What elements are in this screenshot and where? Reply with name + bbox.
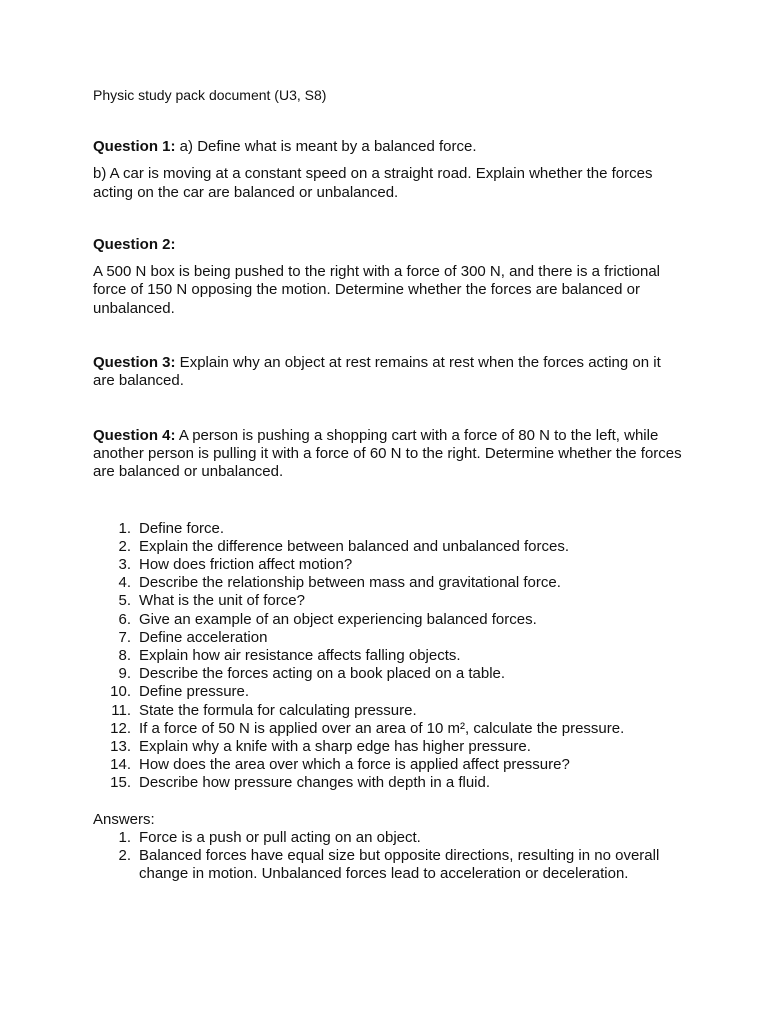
document-title: Physic study pack document (U3, S8) <box>93 87 327 103</box>
answers-list <box>93 829 683 884</box>
list-item <box>93 683 683 701</box>
list-item <box>93 647 683 665</box>
question-1-part-a <box>93 138 683 156</box>
list-item <box>93 520 683 538</box>
list-item-number: 4. <box>118 574 131 592</box>
list-item <box>93 538 683 556</box>
list-item-number: 12. <box>110 719 131 737</box>
question-4-body: A person is pushing a shopping cart with a force of 80 N to the left, while another person is pulling it with a force of 60 N to the right. Determine whether the forces are balanced or unbalanced. <box>93 426 682 481</box>
list-item <box>93 774 683 792</box>
list-item-number: 8. <box>118 646 131 664</box>
list-item <box>93 629 683 647</box>
list-item-number: 5. <box>118 592 131 610</box>
question-1-part-b: b) A car is moving at a constant speed on a straight road. Explain whether the forces acting on the car are balanced or unbalanced. <box>93 165 653 201</box>
list-item <box>93 574 683 592</box>
list-item-number: 6. <box>118 610 131 628</box>
list-item-text: Define pressure. <box>139 683 250 701</box>
question-1-part-a-text: a) Define what is meant by a balanced force. <box>175 138 477 155</box>
list-item <box>93 592 683 610</box>
list-item-number: 11. <box>111 701 131 719</box>
list-item-text: If a force of 50 N is applied over an area of 10 m², calculate the pressure. <box>139 719 625 737</box>
list-item-text: Define acceleration <box>139 628 268 646</box>
list-item <box>93 611 683 629</box>
list-item-number: 3. <box>118 555 131 573</box>
question-2-label: Question 2: <box>93 235 176 253</box>
question-4-label: Question 4: <box>93 426 176 444</box>
answer-item-number: 2. <box>118 847 131 865</box>
answer-item-number: 1. <box>118 828 131 846</box>
short-questions-list <box>93 520 683 793</box>
answer-item <box>93 829 683 847</box>
list-item-text: Describe the forces acting on a book placed on a table. <box>139 665 506 683</box>
list-item-text: Explain how air resistance affects falling objects. <box>139 646 461 664</box>
answer-item <box>93 847 683 883</box>
question-3-body: Explain why an object at rest remains at rest when the forces acting on it are balanced. <box>93 354 661 390</box>
answer-item-text: Force is a push or pull acting on an object. <box>139 828 421 846</box>
list-item-number: 14. <box>110 756 131 774</box>
answers-heading: Answers: <box>93 810 155 828</box>
list-item <box>93 556 683 574</box>
list-item <box>93 738 683 756</box>
list-item-text: How does the area over which a force is applied affect pressure? <box>139 756 570 774</box>
list-item <box>93 702 683 720</box>
list-item-text: State the formula for calculating pressure. <box>139 701 417 719</box>
answer-item-text: Balanced forces have equal size but opposite directions, resulting in no overall change in motion. Unbalanced forces lead to acceleration or deceleration. <box>139 847 660 883</box>
question-1-label: Question 1: <box>93 138 176 155</box>
list-item-number: 9. <box>118 665 131 683</box>
list-item-number: 1. <box>118 519 131 537</box>
list-item-number: 15. <box>110 774 131 792</box>
question-4 <box>93 427 683 482</box>
list-item-text: Describe how pressure changes with depth in a fluid. <box>139 774 491 792</box>
list-item-text: Describe the relationship between mass and gravitational force. <box>139 574 561 592</box>
list-item-text: Define force. <box>139 519 225 537</box>
list-item-text: Explain the difference between balanced and unbalanced forces. <box>139 537 570 555</box>
document-page <box>93 86 683 883</box>
question-3 <box>93 354 683 391</box>
question-2-heading <box>93 236 683 254</box>
list-item-text: Explain why a knife with a sharp edge has higher pressure. <box>139 738 531 755</box>
question-3-label: Question 3: <box>93 354 176 372</box>
list-item <box>93 756 683 774</box>
question-2-body: A 500 N box is being pushed to the right with a force of 300 N, and there is a frictional force of 150 N opposing the motion. Determine whether the forces are balanced or unbalanced. <box>93 263 661 317</box>
list-item-number: 10. <box>110 683 131 701</box>
list-item <box>93 665 683 683</box>
list-item <box>93 720 683 738</box>
list-item-text: Give an example of an object experiencing balanced forces. <box>139 610 537 628</box>
list-item-text: How does friction affect motion? <box>139 555 353 573</box>
list-item-number: 13. <box>110 738 131 755</box>
list-item-number: 2. <box>118 537 131 555</box>
list-item-text: What is the unit of force? <box>139 592 305 610</box>
list-item-number: 7. <box>118 628 131 646</box>
